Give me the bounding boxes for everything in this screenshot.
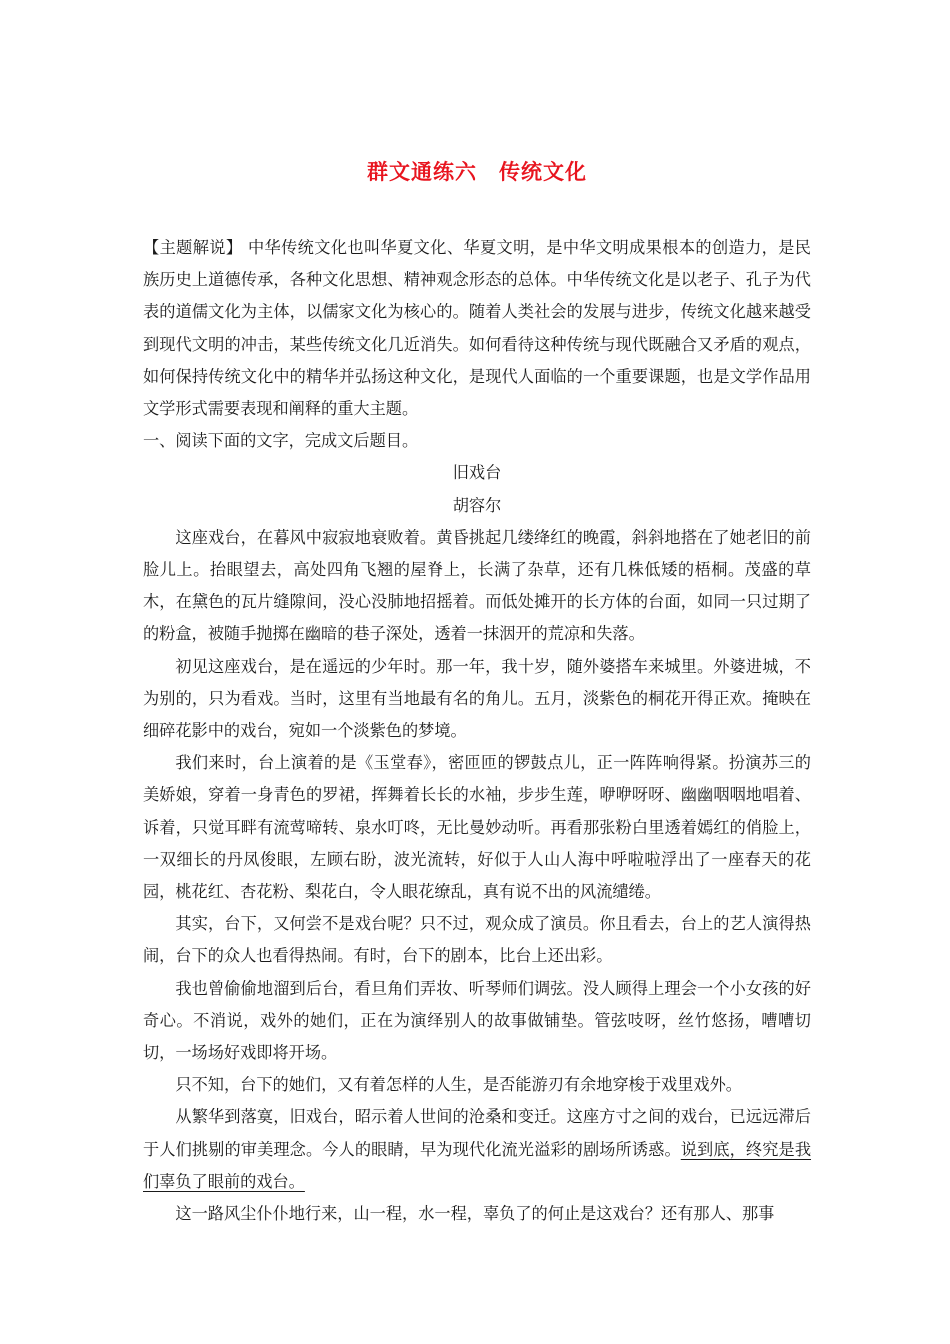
article-paragraph: 我也曾偷偷地溜到后台，看旦角们弄妆、听琴师们调弦。没人顾得上理会一个小女孩的好奇心。不消说，戏外的她们，正在为演绎别人的故事做铺垫。管弦吱呀，丝竹悠扬，嘈嘈切切，一场场好戏即将开场。 [143,978,811,1063]
article-paragraph: 初见这座戏台，是在遥远的少年时。那一年，我十岁，随外婆搭车来城里。外婆进城，不为别的，只为看戏。当时，这里有当地最有名的角儿。五月，淡紫色的桐花开得正欢。掩映在细碎花影中的戏台，宛如一个淡紫色的梦境。 [143,656,811,741]
title-part1: 群文通练六 [367,159,477,184]
paragraph-text: 从繁华到落寞，旧戏台，昭示着人世间的沧桑和变迁。这座方寸之间的戏台，已远远滞后于人们挑剔的审美理念。今人的眼睛，早为现代化流光溢彩的剧场所诱惑。 [143,1107,811,1159]
intro-paragraph [143,232,811,425]
document-body [143,232,811,1230]
article-paragraph: 只不知，台下的她们，又有着怎样的人生，是否能游刃有余地穿梭于戏里戏外。 [175,1075,742,1095]
question-instruction: 一、阅读下面的文字，完成文后题目。 [143,431,419,451]
page-title [143,158,811,186]
article-paragraph [143,1101,811,1198]
title-part2: 传统文化 [499,159,587,184]
article-author: 胡容尔 [452,495,502,515]
article-paragraph: 这座戏台，在暮风中寂寂地衰败着。黄昏挑起几缕绛红的晚霞，斜斜地搭在了她老旧的前脸儿上。抬眼望去，高处四角飞翘的屋脊上，长满了杂草，还有几株低矮的梧桐。茂盛的草木，在黛色的瓦片缝隙间，没心没肺地招摇着。而低处摊开的长方体的台面，如同一只过期了的粉盒，被随手抛掷在幽暗的巷子深处，透着一抹洇开的荒凉和失落。 [143,527,811,644]
article-paragraph: 我们来时，台上演着的是《玉堂春》，密匝匝的锣鼓点儿，正一阵阵响得紧。扮演苏三的美娇娘，穿着一身青色的罗裙，挥舞着长长的水袖，步步生莲，咿咿呀呀、幽幽咽咽地唱着、诉着，只觉耳畔有流莺啼转、泉水叮咚，无比曼妙动听。再看那张粉白里透着嫣红的俏脸上，一双细长的丹凤俊眼，左顾右盼，波光流转，好似于人山人海中呼啦啦浮出了一座春天的花园，桃花红、杏花粉、梨花白，令人眼花缭乱，真有说不出的风流缱绻。 [143,753,811,902]
intro-label: 【主题解说】 [143,238,243,257]
intro-text: 中华传统文化也叫华夏文化、华夏文明，是中华文明成果根本的创造力，是民族历史上道德传承，各种文化思想、精神观念形态的总体。中华传统文化是以老子、孔子为代表的道儒文化为主体，以儒家文化为核心的。随着人类社会的发展与进步，传统文化越来越受到现代文明的冲击，某些传统文化几近消失。如何看待这种传统与现代既融合又矛盾的观点，如何保持传统文化中的精华并弘扬这种文化，是现代人面临的一个重要课题，也是文学作品用文学形式需要表现和阐释的重大主题。 [143,238,811,419]
article-title: 旧戏台 [452,463,502,483]
underlined-sentence: 说到底，终究是我们辜负了眼前的戏台。 [143,1139,812,1191]
article-paragraph: 其实，台下，又何尝不是戏台呢？只不过，观众成了演员。你且看去，台上的艺人演得热闹，台下的众人也看得热闹。有时，台下的剧本，比台上还出彩。 [143,914,811,966]
article-paragraph: 这一路风尘仆仆地行来，山一程，水一程，辜负了的何止是这戏台？还有那人、那事 [175,1204,775,1224]
